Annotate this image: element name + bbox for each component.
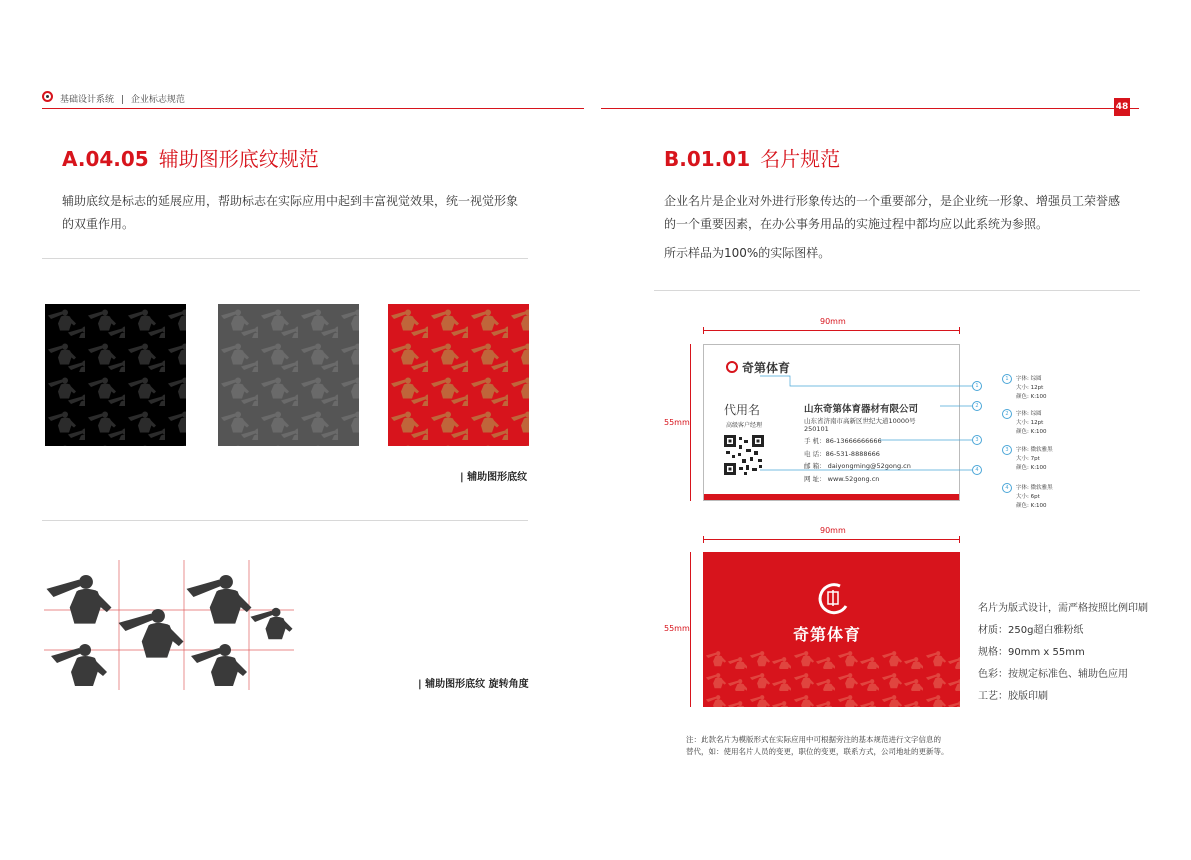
card-width-label-front: 90mm [820,317,846,326]
right-description [664,190,1144,265]
spec-size: 大小: 7pt [1016,456,1040,462]
card-height-line-back [690,552,691,707]
note-line: 替代，如：使用名片人员的变更，职位的变更，联系方式，公司地址的更新等。 [686,747,949,756]
card-company-name: 山东奇第体育器材有限公司 [804,404,919,415]
caption-pattern: | 辅助图形底纹 [460,472,528,483]
card-postcode: 250101 [804,425,829,433]
card-spec-list [978,598,1148,708]
header-rule-right [601,108,1139,109]
left-desc-line: 的双重作用。 [62,217,135,231]
spec-marker: 4 [1002,483,1012,493]
left-divider-1 [42,258,528,259]
spec-font: 字体: 综圆 [1016,411,1042,417]
card-logo-icon [726,361,738,373]
header-subsection: 企业标志规范 [130,95,185,105]
qr-code-icon [724,435,764,475]
spec-item: 名片为版式设计，需严格按照比例印刷 [978,603,1148,614]
card-width-tick [959,327,960,334]
left-desc-line: 辅助底纹是标志的延展应用，帮助标志在实际应用中起到丰富视觉效果，统一视觉形象 [62,194,519,208]
card-height-label-back: 55mm [664,624,690,633]
note-line: 注：此款名片为模版形式在实际应用中可根据旁注的基本规范进行文字信息的 [686,735,941,744]
spec-item: 规格：90mm x 55mm [978,647,1085,658]
card-telephone: 电 话：86-531-8888666 [804,450,880,458]
spec-marker: 3 [1002,445,1012,455]
callout-marker: 3 [972,435,982,445]
card-back-brand-name: 奇第体育 [793,625,862,644]
spec-font: 字体: 微软雅黑 [1016,485,1053,491]
card-address: 山东省济南市高新区世纪大道10000号 [804,417,916,425]
spec-size: 大小: 6pt [1016,494,1040,500]
card-mobile: 手 机：86-13666666666 [804,437,882,445]
callout-marker: 2 [972,401,982,411]
card-width-tick [959,536,960,543]
header-separator: | [120,95,124,105]
spec-font: 字体: 微软雅黑 [1016,447,1053,453]
brand-logo-icon [42,91,53,102]
right-divider [654,290,1140,291]
business-card-back [703,552,960,707]
pattern-rotation-grid [44,560,294,690]
card-person-name: 代用名 [724,403,761,417]
spec-color: 颜色: K:100 [1016,465,1047,471]
spec-color: 颜色: K:100 [1016,429,1047,435]
spec-item: 色彩：按规定标准色、辅助色应用 [978,669,1128,680]
header-breadcrumb [60,92,185,105]
left-section-name: 辅助图形底纹规范 [158,147,319,171]
left-section-code: A.04.05 [62,147,149,171]
card-width-label-back: 90mm [820,526,846,535]
spec-color: 颜色: K:100 [1016,394,1047,400]
left-divider-2 [42,520,528,521]
spec-marker: 2 [1002,409,1012,419]
spec-size: 大小: 12pt [1016,385,1044,391]
spec-font: 字体: 综圆 [1016,376,1042,382]
card-brand-name: 奇第体育 [742,361,791,375]
callout-lines [760,370,980,480]
card-width-line-back [703,539,960,540]
right-desc-line: 所示样品为100%的实际图样。 [664,246,831,260]
header-rule-left [42,108,584,109]
spec-item: 工艺：胶版印刷 [978,691,1048,702]
left-section-title [62,143,319,172]
card-height-line-front [690,344,691,501]
card-website: 网 址： www.52gong.cn [804,475,880,483]
right-section-name: 名片规范 [760,147,841,171]
caption-rotation: | 辅助图形底纹 旋转角度 [418,679,529,690]
right-section-code: B.01.01 [664,147,751,171]
spec-size: 大小: 12pt [1016,420,1044,426]
spec-marker: 1 [1002,374,1012,384]
card-height-label-front: 55mm [664,418,690,427]
card-width-line-front [703,330,960,331]
pattern-swatch-red [388,304,529,446]
card-note [686,734,949,758]
card-email: 邮 箱： daiyongming@52gong.cn [804,462,911,470]
right-desc-line: 的一个重要因素，在办公事务用品的实施过程中都均应以此系统为参照。 [664,217,1049,231]
card-back-logo-icon [816,582,850,616]
pattern-swatch-grey [218,304,359,446]
card-width-tick [703,327,704,334]
spec-item: 材质：250g超白雅粉纸 [978,625,1084,636]
card-front-red-band [704,494,959,500]
callout-marker: 1 [972,381,982,391]
card-width-tick [703,536,704,543]
card-back-pattern [703,647,960,707]
right-section-title [664,143,840,172]
pattern-swatch-black [45,304,186,446]
left-description [62,190,532,236]
spec-color: 颜色: K:100 [1016,503,1047,509]
header-section: 基础设计系统 [60,95,115,105]
callout-marker: 4 [972,465,982,475]
card-position: 高级客户经理 [726,422,763,429]
page-number: 48 [1114,98,1130,116]
right-desc-line: 企业名片是企业对外进行形象传达的一个重要部分，是企业统一形象、增强员工荣誉感 [664,194,1121,208]
